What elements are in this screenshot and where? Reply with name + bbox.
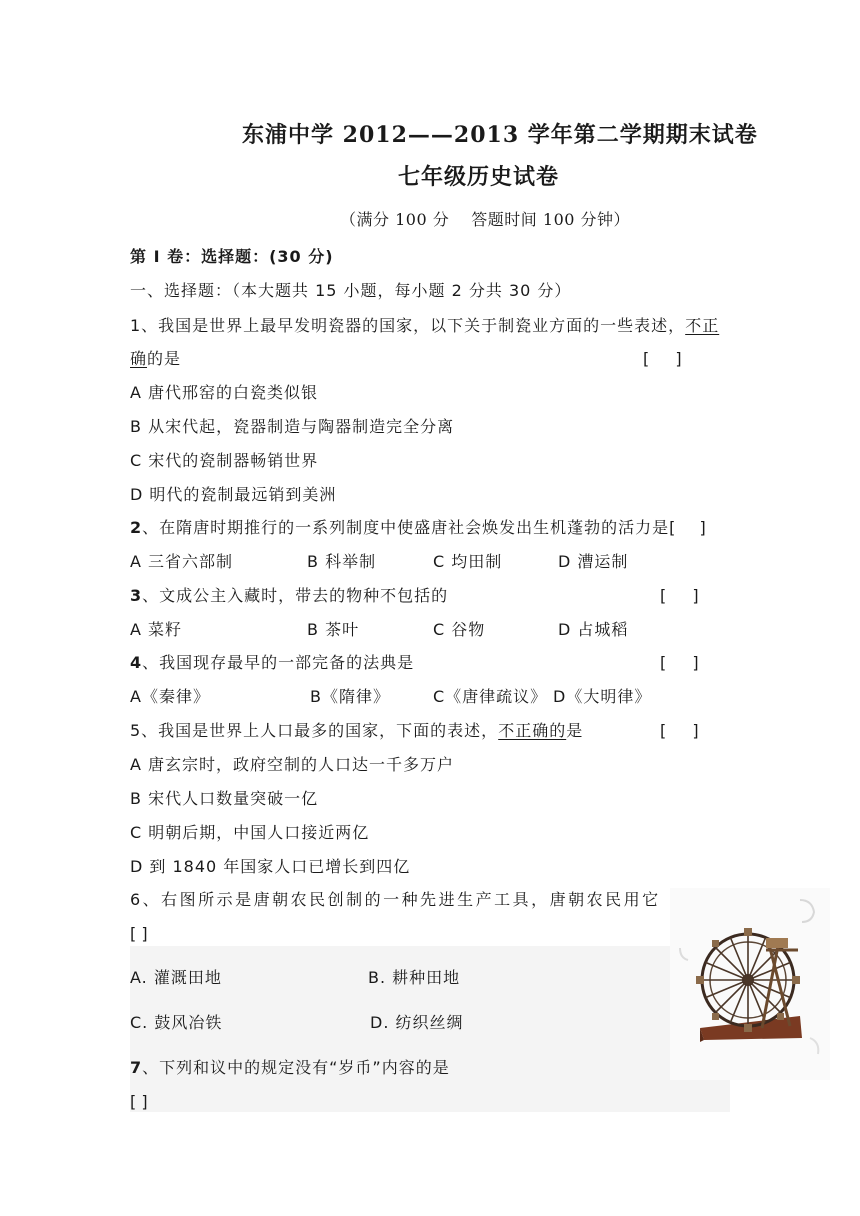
- question-5-answer-bracket[interactable]: [ ]: [660, 721, 699, 740]
- waterwheel-figure: [670, 888, 830, 1080]
- question-3-option-b: B 茶叶: [307, 620, 360, 639]
- question-3-option-a: A 菜籽: [130, 620, 183, 639]
- question-2-option-a: A 三省六部制: [130, 552, 234, 571]
- question-6-answer-bracket[interactable]: [ ]: [130, 924, 148, 943]
- question-3-text: 、文成公主入藏时，带去的物种不包括的: [142, 586, 449, 605]
- question-5-text: 5、我国是世界上人口最多的国家，下面的表述，: [130, 721, 499, 740]
- question-1-emphasis: 不正: [685, 316, 720, 335]
- question-5-option-b: B 宋代人口数量突破一亿: [130, 789, 319, 808]
- question-6-option-a: A. 灌溉田地: [130, 968, 222, 987]
- question-4-answer-bracket[interactable]: [ ]: [660, 653, 699, 672]
- question-2-number: 2: [130, 518, 143, 537]
- question-6-option-b: B. 耕种田地: [368, 968, 461, 987]
- question-4-option-a: A《秦律》: [130, 687, 210, 706]
- question-2-answer-bracket[interactable]: [ ]: [669, 518, 707, 537]
- question-5: [130, 721, 583, 741]
- question-5-option-a: A 唐玄宗时，政府空制的人口达一千多万户: [130, 755, 455, 774]
- exam-title: 东浦中学 2012——2013 学年第二学期期末试卷: [242, 122, 758, 148]
- question-5-emphasis: 不正确的: [498, 721, 567, 740]
- question-2-option-d: D 漕运制: [558, 552, 629, 571]
- section-title: 第 I 卷：选择题：(30 分): [130, 247, 334, 266]
- question-5-text-end: 是: [566, 721, 584, 740]
- question-1-text-cont: 的是: [147, 349, 182, 368]
- question-2-option-c: C 均田制: [433, 552, 503, 571]
- question-7: [130, 1058, 450, 1078]
- question-1-text: 1、我国是世界上最早发明瓷器的国家，以下关于制瓷业方面的一些表述，: [130, 316, 686, 335]
- question-1-line-2: [130, 349, 181, 369]
- question-3-option-d: D 占城稻: [558, 620, 629, 639]
- question-3-answer-bracket[interactable]: [ ]: [660, 586, 699, 605]
- question-1-option-d: D 明代的瓷制最远销到美洲: [130, 485, 337, 504]
- question-7-number: 7: [130, 1058, 143, 1077]
- question-2-text: 、在隋唐时期推行的一系列制度中使盛唐社会焕发出生机蓬勃的活力是: [142, 518, 670, 537]
- question-7-text: 、下列和议中的规定没有“岁币”内容的是: [142, 1058, 450, 1077]
- question-4-text: 、我国现存最早的一部完备的法典是: [142, 653, 415, 672]
- waterwheel-icon: [670, 888, 830, 1080]
- question-5-option-c: C 明朝后期，中国人口接近两亿: [130, 823, 370, 842]
- question-1-option-c: C 宋代的瓷制器畅销世界: [130, 451, 319, 470]
- question-1-answer-bracket[interactable]: [ ]: [643, 349, 682, 368]
- question-3: [130, 586, 448, 606]
- question-4-option-c: C《唐律疏议》: [433, 687, 548, 706]
- question-6-option-c: C. 鼓风冶铁: [130, 1013, 223, 1032]
- question-1-option-a: A 唐代邢窑的白瓷类似银: [130, 383, 319, 402]
- question-1-line-1: [130, 316, 719, 336]
- score-time-info: （满分 100 分 答题时间 100 分钟）: [340, 210, 631, 229]
- question-3-number: 3: [130, 586, 143, 605]
- question-4-number: 4: [130, 653, 143, 672]
- question-5-option-d: D 到 1840 年国家人口已增长到四亿: [130, 857, 411, 876]
- question-1-emphasis-cont: 确: [130, 349, 148, 368]
- question-4: [130, 653, 414, 673]
- section-instructions: 一、选择题：（本大题共 15 小题，每小题 2 分共 30 分）: [130, 281, 572, 300]
- question-3-option-c: C 谷物: [433, 620, 486, 639]
- question-1-option-b: B 从宋代起，瓷器制造与陶器制造完全分离: [130, 417, 455, 436]
- question-6-option-d: D. 纺织丝绸: [370, 1013, 464, 1032]
- question-6-text: 6、右图所示是唐朝农民创制的一种先进生产工具，唐朝农民用它: [130, 890, 661, 909]
- question-7-answer-bracket[interactable]: [ ]: [130, 1092, 148, 1111]
- question-4-option-d: D《大明律》: [553, 687, 652, 706]
- question-2: [130, 518, 707, 538]
- exam-subtitle: 七年级历史试卷: [398, 164, 560, 190]
- question-2-option-b: B 科举制: [307, 552, 377, 571]
- question-4-option-b: B《隋律》: [310, 687, 390, 706]
